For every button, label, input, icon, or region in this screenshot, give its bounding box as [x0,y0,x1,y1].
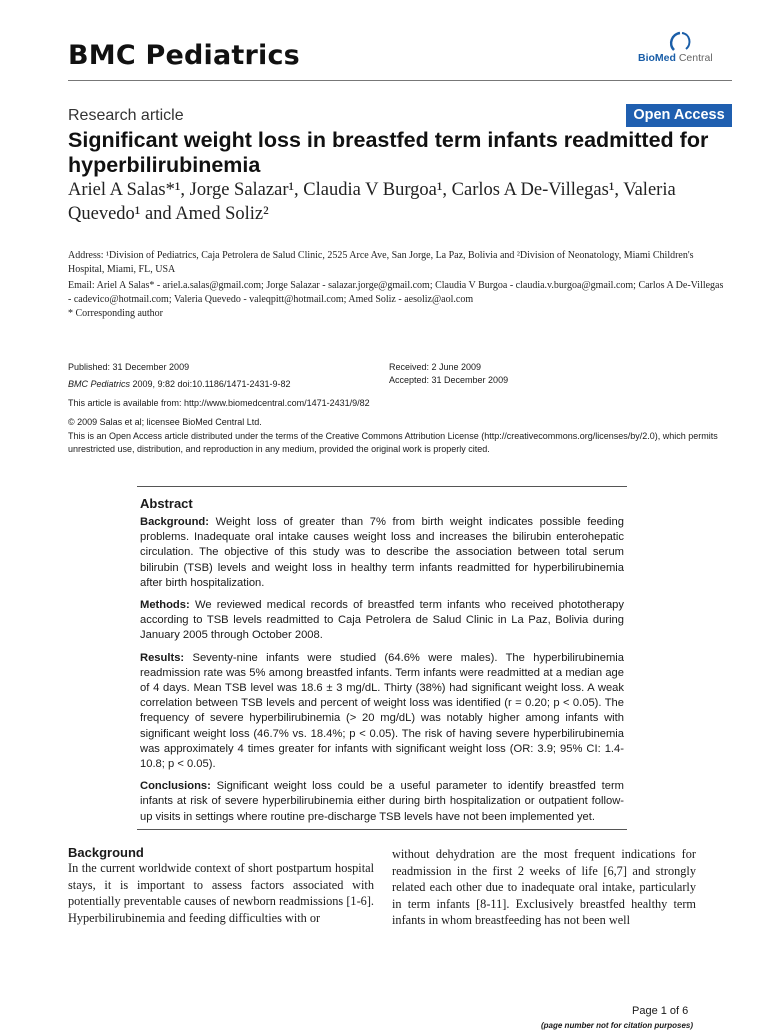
received-accepted [389,361,508,387]
article-title: Significant weight loss in breastfed term infants readmitted for hyperbilirubinemia [68,128,709,177]
citation-line [68,378,290,391]
author-emails: Email: Ariel A Salas* - ariel.a.salas@gmail.com; Jorge Salazar - salazar.jorge@gmail.com; Claudia V Burgoa - claudia.v.burgoa@gmail.com; Carlos A De-Villegas - cadevico@hotmail.com; Valeria Quevedo - valeqpitt@hotmail.com; Amed Soliz - aesoliz@aol.com [68,280,724,305]
abstract-conclusions-text: Significant weight loss could be a useful parameter to identify breastfed term infants at risk of severe hyperbilirubinemia either during birth hospitalization or outpatient follow-up visits in settings where routine pre-discharge TSB levels have not been implemented yet. [140,780,624,823]
publisher-central: Central [678,52,713,64]
abstract-top-rule [137,486,627,487]
license-statement: This is an Open Access article distributed under the terms of the Creative Commons Attribution License (http://creativecommons.org/licenses/by/2.0), which permits unrestricted use, distribution, and reproduction in any medium, provided the original work is properly cited. [68,431,718,454]
journal-title: BMC Pediatrics [68,40,300,71]
open-access-badge: Open Access [626,104,732,127]
published-date: Published: 31 December 2009 [68,362,190,372]
abstract-results [140,651,624,773]
abstract-results-label: Results: [140,651,185,664]
abstract-methods [140,598,624,644]
article-type: Research article [68,107,184,124]
publisher-bio: BioMed [638,52,676,64]
abstract-methods-text: We reviewed medical records of breastfed term infants who received phototherapy according to TSB levels readmitted to Caja Petrolera de Salud Clinic in La Paz, Bolivia during January 2005 through October 2008. [140,599,624,642]
accepted-date: Accepted: 31 December 2009 [389,375,509,385]
abstract-background-label: Background: [140,516,209,528]
biomed-central-logo [636,30,726,70]
biomed-swirl-icon [666,30,694,52]
page-number: Page 1 of 6 [632,1005,689,1017]
affiliations: Address: ¹Division of Pediatrics, Caja Petrolera de Salud Clinic, 2525 Arce Ave, San Jorge, La Paz, Bolivia and ²Division of Neonatology, Miami Children's Hospital, Miami, FL, USA [68,250,694,275]
received-date: Received: 2 June 2009 [389,362,482,372]
corresponding-author-note: * Corresponding author [68,308,163,319]
author-list: Ariel A Salas*¹, Jorge Salazar¹, Claudia V Burgoa¹, Carlos A De-Villegas¹, Valeria Quevedo¹ and Amed Soliz² [68,180,676,224]
article-url-line: This article is available from: http://www.biomedcentral.com/1471-2431/9/82 [68,398,370,408]
citation-journal: BMC Pediatrics [68,379,131,389]
abstract-results-text: Seventy-nine infants were studied (64.6% were males). The hyperbilirubinemia readmission rate was 5% among breastfed infants. Term infants were readmitted at a median age of 4 days. Mean TSB level was 18.6 ± 3 mg/dL. Thirty (38%) had significant weight loss. A weak correlation between TSB levels and percent of weight loss was identified (r = 0.20; p < 0.05). The frequency of severe hyperbilirubinemia (> 20 mg/dL) was notably higher among infants with significant weight loss (46.7% vs. 18.4%; p < 0.05). The risk of having severe hyperbilirubinemia was approximately 4 times greater for infants with significant weight loss (OR: 3.9; 95% CI: 1.4-10.8; p < 0.05). [140,651,624,771]
abstract-methods-label: Methods: [140,599,190,612]
page-number-note: (page number not for citation purposes) [541,1021,694,1030]
body-column-left: In the current worldwide context of short postpartum hospital stays, it is important to assess factors associated with potentially preventable causes of newborn readmissions [1-6]. Hyperbilirubinemia and feeding difficulties with or [68,861,374,925]
background-heading: Background [68,845,144,860]
abstract-background-text: Weight loss of greater than 7% from birth weight indicates possible feeding problems. Inadequate oral intake causes weight loss and increases the bilirubin enterohepatic circulation. The objective of this study was to describe the association between total serum bilirubin (TSB) levels and weight loss in healthy term infants readmitted for hyperbilirubinemia after birth hospitalization. [140,516,624,589]
abstract-heading: Abstract [140,496,193,511]
citation-details: 2009, 9:82 doi:10.1186/1471-2431-9-82 [130,379,291,389]
abstract-background [140,515,624,591]
body-column-right: without dehydration are the most frequent indications for readmission in the first 2 weeks of life [6,7] and strongly related each other due to inadequate oral intake, particularly in term infants [8-11]. Exclusively breastfed healthy term infants in whom breastfeeding has not been well [392,847,696,927]
abstract-bottom-rule [137,829,627,830]
header-rule [68,80,732,81]
abstract-conclusions-label: Conclusions: [140,780,211,793]
copyright-line: © 2009 Salas et al; licensee BioMed Central Ltd. [68,417,262,427]
abstract-body [140,515,624,832]
abstract-conclusions [140,779,624,825]
